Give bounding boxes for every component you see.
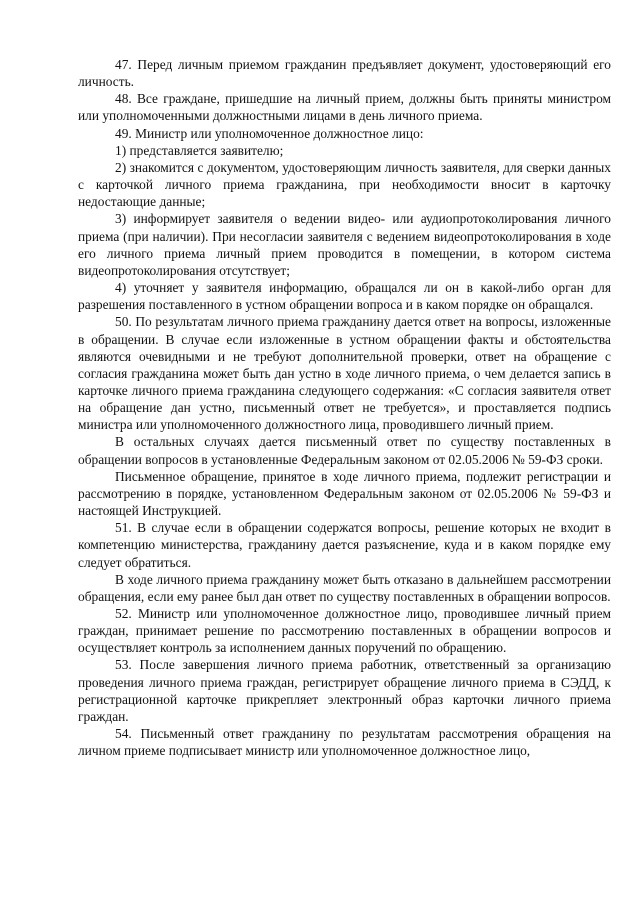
paragraph-49: 49. Министр или уполномоченное должностное лицо: bbox=[115, 125, 424, 141]
paragraph-49-item-1: 1) представляется заявителю; bbox=[115, 142, 284, 158]
document-page bbox=[78, 56, 611, 759]
paragraph-49-item-3: 3) информирует заявителя о ведении видео- или аудиопротоколирования личного приема (при наличии). При несогласии заявителя с ведением видеопротоколирования в ходе его личного приема личный прием проводится в помещении, в котором система видеопротоколирования отсутствует; bbox=[78, 211, 611, 278]
paragraph-47: 47. Перед личным приемом гражданин предъявляет документ, удостоверяющий его личность. bbox=[78, 57, 611, 90]
paragraph-48: 48. Все граждане, пришедшие на личный прием, должны быть приняты министром или уполномоченными должностными лицами в день личного приема. bbox=[78, 91, 611, 124]
paragraph-49-item-2: 2) знакомится с документом, удостоверяющим личность заявителя, для сверки данных с карточкой личного приема гражданина, при необходимости вносит в карточку недостающие данные; bbox=[78, 159, 611, 210]
paragraph-53: 53. После завершения личного приема работник, ответственный за организацию проведения личного приема граждан, регистрирует обращение личного приема в СЭДД, к регистрационной карточке прикрепляет электронный образ карточки личного приема граждан. bbox=[78, 657, 611, 724]
paragraph-49-item-4: 4) уточняет у заявителя информацию, обращался ли он в какой-либо орган для разрешения поставленного в устном обращении вопроса и в каком порядке он обращался. bbox=[78, 280, 611, 313]
paragraph-51-refusal: В ходе личного приема гражданину может быть отказано в дальнейшем рассмотрении обращения, если ему ранее был дан ответ по существу поставленных в обращении вопросов. bbox=[78, 571, 611, 604]
paragraph-50: 50. По результатам личного приема гражданину дается ответ на вопросы, изложенные в обращении. В случае если изложенные в устном обращении факты и обстоятельства являются очевидными и не требуют дополнительной проверки, ответ на обращение с согласия гражданина может быть дан устно в ходе личного приема, о чем делается запись в карточке личного приема гражданина следующего содержания: «С согласия заявителя ответ на обращение дан устно, письменный ответ не требуется», и проставляется подпись министра или уполномоченного должностного лица, проводившего личный прием. bbox=[78, 314, 611, 433]
paragraph-50-written-appeal: Письменное обращение, принятое в ходе личного приема, подлежит регистрации и рассмотрению в порядке, установленном Федеральным законом от 02.05.2006 № 59-ФЗ и настоящей Инструкцией. bbox=[78, 468, 611, 519]
paragraph-54: 54. Письменный ответ гражданину по результатам рассмотрения обращения на личном приеме подписывает министр или уполномоченное должностное лицо, bbox=[78, 726, 611, 759]
paragraph-52: 52. Министр или уполномоченное должностное лицо, проводившее личный прием граждан, принимает решение по рассмотрению поставленных в обращении вопросов и осуществляет контроль за исполнением данных поручений по обращению. bbox=[78, 606, 611, 656]
paragraph-50-written-answer: В остальных случаях дается письменный ответ по существу поставленных в обращении вопросов в установленные Федеральным законом от 02.05.2006 № 59-ФЗ сроки. bbox=[78, 434, 611, 467]
paragraph-51: 51. В случае если в обращении содержатся вопросы, решение которых не входит в компетенцию министерства, гражданину дается разъяснение, куда и в каком порядке ему следует обратиться. bbox=[78, 520, 611, 570]
